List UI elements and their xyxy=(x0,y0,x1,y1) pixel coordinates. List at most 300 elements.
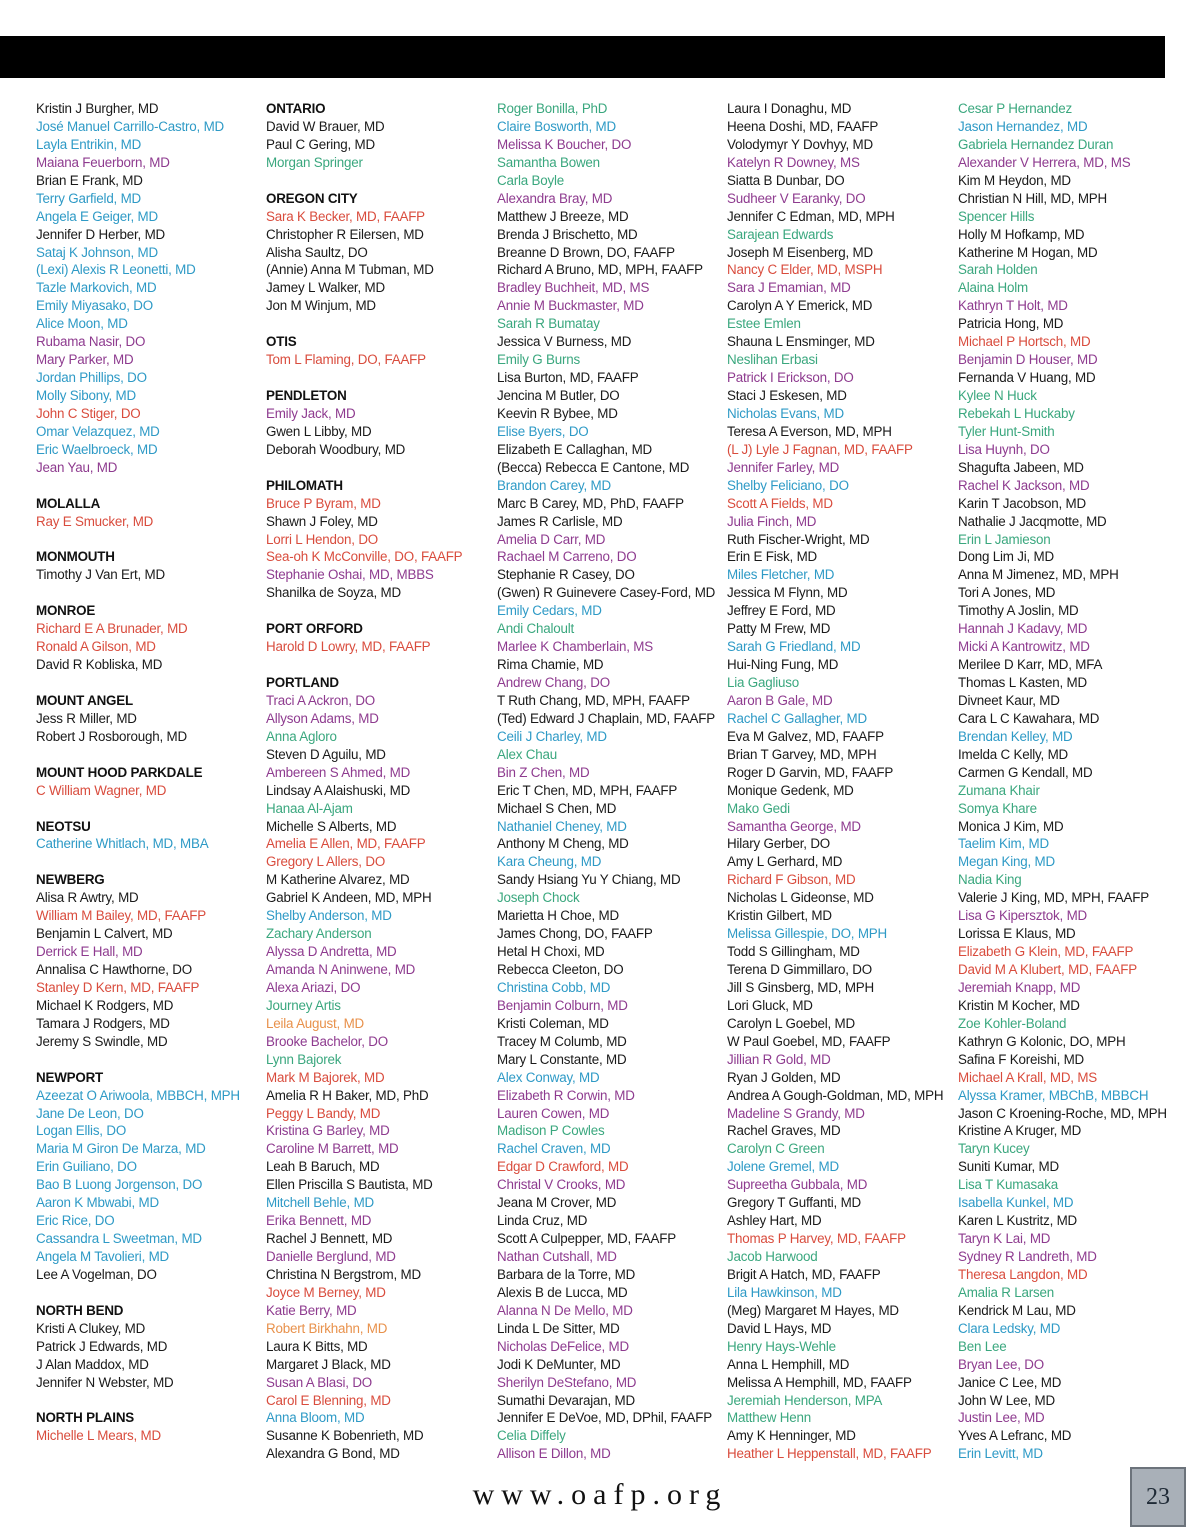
member-name: Amy L Gerhard, MD xyxy=(727,854,843,870)
member-name: Patricia Hong, MD xyxy=(958,316,1064,332)
member-name: Timothy A Joslin, MD xyxy=(958,603,1079,619)
member-name: Terry Garfield, MD xyxy=(36,190,142,206)
member-name: Catherine Whitlach, MD, MBA xyxy=(36,836,209,852)
member-name: Emily Cedars, MD xyxy=(497,603,602,619)
member-name: Matthew J Breeze, MD xyxy=(497,208,629,224)
member-name: Brendan Kelley, MD xyxy=(958,728,1073,744)
member-name: Alexis B de Lucca, MD xyxy=(497,1284,628,1300)
member-name: Christina N Bergstrom, MD xyxy=(266,1266,421,1282)
member-name: Rachel Graves, MD xyxy=(727,1123,841,1139)
member-name: Michelle S Alberts, MD xyxy=(266,818,397,834)
member-name: Melissa A Hemphill, MD, FAAFP xyxy=(727,1374,912,1390)
city-heading: PORTLAND xyxy=(266,675,339,690)
member-name: Claire Bosworth, MD xyxy=(497,118,616,134)
member-name: Taelim Kim, MD xyxy=(958,836,1049,852)
member-name: David M A Klubert, MD, FAAFP xyxy=(958,962,1137,977)
member-name: Lorri L Hendon, DO xyxy=(266,531,379,547)
member-name: Rubama Nasir, DO xyxy=(36,334,146,350)
member-name: Melissa Gillespie, DO, MPH xyxy=(727,926,887,942)
member-name: Karin T Jacobson, MD xyxy=(958,495,1086,511)
city-heading: NEOTSU xyxy=(36,818,91,834)
member-name: Cara L C Kawahara, MD xyxy=(958,710,1100,726)
member-name: Kristin M Kocher, MD xyxy=(958,997,1080,1013)
member-name: Elizabeth E Callaghan, MD xyxy=(497,441,653,457)
member-name: Alisa R Awtry, MD xyxy=(36,890,139,906)
member-name: Sarajean Edwards xyxy=(727,226,834,242)
member-name: Alex Chau xyxy=(497,746,557,762)
member-name: Elise Byers, DO xyxy=(497,423,589,439)
member-name: Lindsay A Alaishuski, MD xyxy=(266,782,411,798)
member-name: William M Bailey, MD, FAAFP xyxy=(36,908,206,924)
member-name: Heather L Heppenstall, MD, FAAFP xyxy=(727,1446,932,1462)
member-name: Ruth Fischer-Wright, MD xyxy=(727,531,870,547)
member-name: Emily G Burns xyxy=(497,352,580,368)
member-name: Tom L Flaming, DO, FAAFP xyxy=(266,352,426,368)
member-name: Erin Levitt, MD xyxy=(958,1446,1043,1462)
member-name: Maiana Feuerborn, MD xyxy=(36,154,170,170)
member-name: Alaina Holm xyxy=(958,280,1028,296)
member-name: Cassandra L Sweetman, MD xyxy=(36,1231,202,1247)
member-name: Heena Doshi, MD, FAAFP xyxy=(727,118,879,134)
member-name: Jillian R Gold, MD xyxy=(727,1051,831,1067)
city-heading: PORT ORFORD xyxy=(266,621,363,637)
member-name: Lauren Cowen, MD xyxy=(497,1105,610,1121)
member-name: Christina Cobb, MD xyxy=(497,979,611,995)
member-name: Christian N Hill, MD, MPH xyxy=(958,190,1108,206)
member-name: Julia Finch, MD xyxy=(727,513,817,529)
member-name: Taryn K Lai, MD xyxy=(958,1231,1051,1247)
member-name: Breanne D Brown, DO, FAAFP xyxy=(497,244,675,260)
member-name: Annalisa C Hawthorne, DO xyxy=(36,962,192,977)
member-name: Barbara de la Torre, MD xyxy=(497,1266,636,1282)
member-name: Anna Agloro xyxy=(266,728,337,744)
member-name: Harold D Lowry, MD, FAAFP xyxy=(266,639,431,655)
city-heading: MOUNT ANGEL xyxy=(36,692,133,708)
member-name: Amelia E Allen, MD, FAAFP xyxy=(266,836,426,852)
roster-column-1 xyxy=(36,100,261,1445)
member-name: Christal V Crooks, MD xyxy=(497,1177,626,1193)
member-name: Sherilyn DeStefano, MD xyxy=(497,1374,637,1390)
member-name: Katelyn R Downey, MS xyxy=(727,154,860,170)
member-name: Sarah R Bumatay xyxy=(497,316,600,332)
member-name: Derrick E Hall, MD xyxy=(36,944,143,960)
member-name: Omar Velazquez, MD xyxy=(36,423,160,439)
city-heading: PENDLETON xyxy=(266,388,347,403)
member-name: Kristin J Burgher, MD xyxy=(36,101,159,116)
section-spacer xyxy=(36,584,261,602)
member-name: Tazle Markovich, MD xyxy=(36,280,157,296)
member-name: Patrick J Edwards, MD xyxy=(36,1338,168,1354)
member-name: Tori A Jones, MD xyxy=(958,585,1056,601)
section-spacer xyxy=(266,369,491,387)
member-name: Nathalie J Jacqmotte, MD xyxy=(958,513,1107,529)
member-name: Estee Emlen xyxy=(727,316,801,332)
member-name: Kim M Heydon, MD xyxy=(958,172,1071,188)
member-name: Layla Entrikin, MD xyxy=(36,136,142,152)
member-name: Carla Boyle xyxy=(497,172,565,188)
member-name: Ambereen S Ahmed, MD xyxy=(266,764,411,780)
member-name: Angela M Tavolieri, MD xyxy=(36,1249,170,1264)
city-heading: NEWPORT xyxy=(36,1069,104,1085)
member-name: Lori Gluck, MD xyxy=(727,997,813,1013)
member-name: Safina F Koreishi, MD xyxy=(958,1051,1085,1067)
member-name: (Ted) Edward J Chaplain, MD, FAAFP xyxy=(497,710,715,726)
member-name: Rachel J Bennett, MD xyxy=(266,1231,393,1247)
member-name: Somya Khare xyxy=(958,800,1037,816)
member-name: Lia Gagliuso xyxy=(727,675,800,690)
member-name: Kathryn G Kolonic, DO, MPH xyxy=(958,1033,1126,1049)
member-name: Alexandra Bray, MD xyxy=(497,190,613,206)
member-name: Sydney R Landreth, MD xyxy=(958,1249,1097,1264)
member-name: Linda Cruz, MD xyxy=(497,1213,588,1229)
member-name: (L J) Lyle J Fagnan, MD, FAAFP xyxy=(727,441,913,457)
member-name: Joyce M Berney, MD xyxy=(266,1284,386,1300)
roster-column-2 xyxy=(266,100,491,1463)
section-spacer xyxy=(266,656,491,674)
member-name: Jamey L Walker, MD xyxy=(266,280,385,296)
member-name: Joseph M Eisenberg, MD xyxy=(727,244,873,260)
member-name: Jodi K DeMunter, MD xyxy=(497,1356,621,1372)
member-name: Carol E Blenning, MD xyxy=(266,1392,391,1408)
member-name: Janice C Lee, MD xyxy=(958,1374,1062,1390)
member-name: Alyssa Kramer, MBChB, MBBCH xyxy=(958,1087,1149,1103)
member-name: Volodymyr Y Dovhyy, MD xyxy=(727,136,873,152)
member-name: Sataj K Johnson, MD xyxy=(36,244,158,260)
member-name: Dong Lim Ji, MD xyxy=(958,549,1054,565)
member-name: Gregory L Allers, DO xyxy=(266,854,386,870)
member-name: Mark M Bajorek, MD xyxy=(266,1069,385,1085)
member-name: Thomas P Harvey, MD, FAAFP xyxy=(727,1231,906,1247)
member-name: Teresa A Everson, MD, MPH xyxy=(727,423,892,439)
member-name: Sara K Becker, MD, FAAFP xyxy=(266,208,425,224)
member-name: Alexandra G Bond, MD xyxy=(266,1446,400,1462)
member-name: Alex Conway, MD xyxy=(497,1069,600,1085)
member-name: Lisa G Kipersztok, MD xyxy=(958,908,1088,924)
city-heading: MONMOUTH xyxy=(36,549,115,565)
member-name: Emily Miyasako, DO xyxy=(36,298,153,314)
member-name: Gregory T Guffanti, MD xyxy=(727,1195,862,1211)
member-name: Susan A Blasi, DO xyxy=(266,1374,373,1390)
member-name: Susanne K Bobenrieth, MD xyxy=(266,1428,424,1444)
member-name: Brian T Garvey, MD, MPH xyxy=(727,746,877,762)
member-name: Taryn Kucey xyxy=(958,1141,1030,1157)
member-name: Anna L Hemphill, MD xyxy=(727,1356,850,1372)
member-name: Micki A Kantrowitz, MD xyxy=(958,639,1090,655)
member-name: Bao B Luong Jorgenson, DO xyxy=(36,1177,203,1193)
page-number: 23 xyxy=(1130,1467,1186,1527)
member-name: Divneet Kaur, MD xyxy=(958,692,1060,708)
member-name: Sarah Holden xyxy=(958,262,1038,278)
member-name: Alice Moon, MD xyxy=(36,316,128,332)
member-name: M Katherine Alvarez, MD xyxy=(266,872,410,888)
member-name: Jeremiah Henderson, MPA xyxy=(727,1392,883,1408)
member-name: Roger Bonilla, PhD xyxy=(497,101,608,116)
member-name: Shagufta Jabeen, MD xyxy=(958,459,1084,475)
member-name: Eric Rice, DO xyxy=(36,1213,115,1229)
member-name: Jeremy S Swindle, MD xyxy=(36,1033,168,1049)
member-name: Danielle Berglund, MD xyxy=(266,1249,396,1264)
member-name: Rebekah L Huckaby xyxy=(958,405,1075,421)
member-name: David R Kobliska, MD xyxy=(36,657,163,673)
city-heading: NORTH BEND xyxy=(36,1302,124,1318)
member-name: Steven D Aguilu, MD xyxy=(266,746,386,762)
member-name: Jennifer Farley, MD xyxy=(727,459,840,475)
member-name: Thomas L Kasten, MD xyxy=(958,675,1087,690)
member-name: Carmen G Kendall, MD xyxy=(958,764,1093,780)
header-bar xyxy=(0,36,1165,78)
member-name: Ceili J Charley, MD xyxy=(497,728,607,744)
member-name: Aaron K Mbwabi, MD xyxy=(36,1195,159,1211)
member-name: Maria M Giron De Marza, MD xyxy=(36,1141,206,1157)
member-name: Jeremiah Knapp, MD xyxy=(958,979,1081,995)
member-name: Jessica V Burness, MD xyxy=(497,334,632,350)
city-heading: ONTARIO xyxy=(266,101,326,116)
member-name: Anthony M Cheng, MD xyxy=(497,836,629,852)
member-name: Anna M Jimenez, MD, MPH xyxy=(958,567,1119,583)
member-name: Annie M Buckmaster, MD xyxy=(497,298,644,314)
section-spacer xyxy=(36,800,261,818)
member-name: Shauna L Ensminger, MD xyxy=(727,334,875,350)
member-name: Matthew Henn xyxy=(727,1410,811,1426)
member-name: (Becca) Rebecca E Cantone, MD xyxy=(497,459,690,475)
member-name: Allyson Adams, MD xyxy=(266,710,379,726)
member-name: Roger D Garvin, MD, FAAFP xyxy=(727,764,894,780)
member-name: Anna Bloom, MD xyxy=(266,1410,365,1426)
member-name: Sea-oh K McConville, DO, FAAFP xyxy=(266,549,463,565)
member-name: Shelby Feliciano, DO xyxy=(727,477,849,493)
member-name: Merilee D Karr, MD, MFA xyxy=(958,657,1103,673)
member-name: T Ruth Chang, MD, MPH, FAAFP xyxy=(497,692,690,708)
member-name: Katie Berry, MD xyxy=(266,1302,357,1318)
member-name: Imelda C Kelly, MD xyxy=(958,746,1068,762)
member-name: Tamara J Rodgers, MD xyxy=(36,1015,170,1031)
member-name: Emily Jack, MD xyxy=(266,405,356,421)
member-name: Nicholas L Gideonse, MD xyxy=(727,890,874,906)
member-name: Journey Artis xyxy=(266,997,341,1013)
member-name: Bruce P Byram, MD xyxy=(266,495,381,511)
member-name: Rachael M Carreno, DO xyxy=(497,549,637,565)
member-name: Patrick I Erickson, DO xyxy=(727,370,854,386)
member-name: (Meg) Margaret M Hayes, MD xyxy=(727,1302,899,1318)
member-name: Lila Hawkinson, MD xyxy=(727,1284,842,1300)
city-heading: OREGON CITY xyxy=(266,190,358,206)
member-name: José Manuel Carrillo-Castro, MD xyxy=(36,118,225,134)
member-name: Ryan J Golden, MD xyxy=(727,1069,841,1085)
member-name: Rachel C Gallagher, MD xyxy=(727,710,867,726)
member-name: Rebecca Cleeton, DO xyxy=(497,962,624,977)
member-name: Erin Guiliano, DO xyxy=(36,1159,137,1175)
member-name: Traci A Ackron, DO xyxy=(266,692,376,708)
member-name: Erin E Fisk, MD xyxy=(727,549,817,565)
member-name: John C Stiger, DO xyxy=(36,405,141,421)
member-name: Karen L Kustritz, MD xyxy=(958,1213,1078,1229)
member-name: Mitchell Behle, MD xyxy=(266,1195,375,1211)
member-name: Kristin Gilbert, MD xyxy=(727,908,832,924)
member-name: Brigit A Hatch, MD, FAAFP xyxy=(727,1266,881,1282)
section-spacer xyxy=(36,477,261,495)
member-name: Justin Lee, MD xyxy=(958,1410,1045,1426)
member-name: Benjamin L Calvert, MD xyxy=(36,926,173,942)
member-name: Alexander V Herrera, MD, MS xyxy=(958,154,1131,170)
member-name: Lee A Vogelman, DO xyxy=(36,1266,157,1282)
member-name: Cesar P Hernandez xyxy=(958,101,1072,116)
member-name: Nicholas Evans, MD xyxy=(727,405,844,421)
city-heading: NORTH PLAINS xyxy=(36,1410,135,1426)
member-name: Mako Gedi xyxy=(727,800,790,816)
member-name: Alanna N De Mello, MD xyxy=(497,1302,633,1318)
member-name: Ronald A Gilson, MD xyxy=(36,639,156,655)
member-name: Megan King, MD xyxy=(958,854,1055,870)
section-spacer xyxy=(36,1392,261,1410)
member-name: Amanda N Aninwene, MD xyxy=(266,962,416,977)
website-url: www.oafp.org xyxy=(472,1478,728,1511)
member-name: Brian E Frank, MD xyxy=(36,172,143,188)
member-name: Jennifer C Edman, MD, MPH xyxy=(727,208,895,224)
member-name: Kara Cheung, MD xyxy=(497,854,602,870)
member-name: Jennifer E DeVoe, MD, DPhil, FAAFP xyxy=(497,1410,712,1426)
member-name: Andi Chaloult xyxy=(497,621,575,637)
member-name: Joseph Chock xyxy=(497,890,580,906)
member-name: Leila August, MD xyxy=(266,1015,365,1031)
member-name: Amelia D Carr, MD xyxy=(497,531,606,547)
member-name: Staci J Eskesen, MD xyxy=(727,388,847,403)
section-spacer xyxy=(36,1284,261,1302)
member-name: Bin Z Chen, MD xyxy=(497,764,590,780)
member-name: Michael S Chen, MD xyxy=(497,800,617,816)
member-name: Jason C Kroening-Roche, MD, MPH xyxy=(958,1105,1167,1121)
member-name: Brooke Bachelor, DO xyxy=(266,1033,388,1049)
member-name: Jessica M Flynn, MD xyxy=(727,585,848,601)
member-name: Kristina G Barley, MD xyxy=(266,1123,390,1139)
member-name: Lisa T Kumasaka xyxy=(958,1177,1058,1193)
section-spacer xyxy=(36,674,261,692)
member-name: Alexa Ariazi, DO xyxy=(266,979,361,995)
member-name: Ben Lee xyxy=(958,1338,1007,1354)
member-name: Sandy Hsiang Yu Y Chiang, MD xyxy=(497,872,681,888)
member-name: Hannah J Kadavy, MD xyxy=(958,621,1088,637)
member-name: Kylee N Huck xyxy=(958,388,1037,403)
member-name: Jill S Ginsberg, MD, MPH xyxy=(727,979,874,995)
member-name: Madeline S Grandy, MD xyxy=(727,1105,865,1121)
member-name: Kathryn T Holt, MD xyxy=(958,298,1068,314)
member-name: Theresa Langdon, MD xyxy=(958,1266,1088,1282)
member-name: Kendrick M Lau, MD xyxy=(958,1302,1076,1318)
member-name: Elizabeth G Klein, MD, FAAFP xyxy=(958,944,1134,960)
member-name: Michael P Hortsch, MD xyxy=(958,334,1091,350)
member-name: Suniti Kumar, MD xyxy=(958,1159,1059,1175)
section-spacer xyxy=(266,459,491,477)
member-name: Mary Parker, MD xyxy=(36,352,134,368)
member-name: Jordan Phillips, DO xyxy=(36,370,147,386)
member-name: Melissa K Boucher, DO xyxy=(497,136,632,152)
member-name: Gabriela Hernandez Duran xyxy=(958,136,1114,152)
city-heading: MOUNT HOOD PARKDALE xyxy=(36,764,203,780)
member-name: Richard A Bruno, MD, MPH, FAAFP xyxy=(497,262,703,278)
member-name: Lisa Burton, MD, FAAFP xyxy=(497,370,639,386)
section-spacer xyxy=(36,746,261,764)
member-name: Elizabeth R Corwin, MD xyxy=(497,1087,635,1103)
member-name: Samantha Bowen xyxy=(497,154,600,170)
member-name: (Gwen) R Guinevere Casey-Ford, MD xyxy=(497,585,716,601)
member-name: David L Hays, MD xyxy=(727,1320,832,1336)
member-name: Paul C Gering, MD xyxy=(266,136,375,152)
member-name: Alisha Saultz, DO xyxy=(266,244,368,260)
member-name: Eric Waelbroeck, MD xyxy=(36,441,158,457)
member-name: Robert Birkhahn, MD xyxy=(266,1320,388,1336)
city-heading: MOLALLA xyxy=(36,495,101,511)
member-name: Hui-Ning Fung, MD xyxy=(727,657,839,673)
member-name: Jennifer D Herber, MD xyxy=(36,226,166,242)
member-name: Carolyn L Goebel, MD xyxy=(727,1015,855,1031)
member-name: Benjamin D Houser, MD xyxy=(958,352,1098,368)
member-name: Jeffrey E Ford, MD xyxy=(727,603,836,619)
member-name: Brenda J Brischetto, MD xyxy=(497,226,638,242)
member-name: Clara Ledsky, MD xyxy=(958,1320,1061,1336)
member-name: Ashley Hart, MD xyxy=(727,1213,822,1229)
member-name: Carolyn C Green xyxy=(727,1141,825,1157)
member-name: Lynn Bajorek xyxy=(266,1051,342,1067)
member-name: Aaron B Gale, MD xyxy=(727,692,833,708)
member-name: Rachel Craven, MD xyxy=(497,1141,611,1157)
member-name: Molly Sibony, MD xyxy=(36,388,136,403)
member-name: Siatta B Dunbar, DO xyxy=(727,172,845,188)
member-name: Jason Hernandez, MD xyxy=(958,118,1088,134)
member-name: Stephanie Oshai, MD, MBBS xyxy=(266,567,434,583)
member-name: Spencer Hills xyxy=(958,208,1035,224)
member-name: Kristi Coleman, MD xyxy=(497,1015,609,1031)
member-name: Holly M Hofkamp, MD xyxy=(958,226,1085,242)
member-name: Laura K Bitts, MD xyxy=(266,1338,368,1354)
member-name: Angela E Geiger, MD xyxy=(36,208,158,224)
member-name: Bryan Lee, DO xyxy=(958,1356,1044,1372)
member-name: Benjamin Colburn, MD xyxy=(497,997,628,1013)
member-name: Tracey M Columb, MD xyxy=(497,1033,627,1049)
member-name: Robert J Rosborough, MD xyxy=(36,728,187,744)
member-name: Timothy J Van Ert, MD xyxy=(36,567,165,583)
member-name: Monique Gedenk, MD xyxy=(727,782,854,798)
member-name: Shawn J Foley, MD xyxy=(266,513,378,529)
member-name: Michael K Rodgers, MD xyxy=(36,997,174,1013)
member-name: Supreetha Gubbala, MD xyxy=(727,1177,868,1193)
member-name: Margaret J Black, MD xyxy=(266,1356,391,1372)
member-name: Leah B Baruch, MD xyxy=(266,1159,380,1175)
member-name: Jencina M Butler, DO xyxy=(497,388,620,403)
member-name: Nathaniel Cheney, MD xyxy=(497,818,627,834)
member-name: Azeezat O Ariwoola, MBBCH, MPH xyxy=(36,1087,240,1103)
member-name: Terena D Gimmillaro, DO xyxy=(727,962,872,977)
member-name: Lorissa E Klaus, MD xyxy=(958,926,1076,942)
member-name: Marlee K Chamberlain, MS xyxy=(497,639,653,655)
member-name: Marc B Carey, MD, PhD, FAAFP xyxy=(497,495,684,511)
member-name: Michelle L Mears, MD xyxy=(36,1428,161,1444)
member-name: James R Carlisle, MD xyxy=(497,513,623,529)
member-name: Mary L Constante, MD xyxy=(497,1051,627,1067)
member-name: Zoe Kohler-Boland xyxy=(958,1015,1067,1031)
member-name: Nicholas DeFelice, MD xyxy=(497,1338,629,1354)
member-name: Celia Diffely xyxy=(497,1428,566,1444)
member-name: Richard F Gibson, MD xyxy=(727,872,856,888)
section-spacer xyxy=(266,315,491,333)
member-name: Madison P Cowles xyxy=(497,1123,605,1139)
member-name: Hilary Gerber, DO xyxy=(727,836,831,852)
member-name: Isabella Kunkel, MD xyxy=(958,1195,1074,1211)
member-name: David W Brauer, MD xyxy=(266,118,385,134)
member-name: Amy K Henninger, MD xyxy=(727,1428,856,1444)
member-name: Stanley D Kern, MD, FAAFP xyxy=(36,979,200,995)
member-name: Sudheer V Earanky, DO xyxy=(727,190,866,206)
member-name: C William Wagner, MD xyxy=(36,782,167,798)
member-name: Alyssa D Andretta, MD xyxy=(266,944,397,960)
